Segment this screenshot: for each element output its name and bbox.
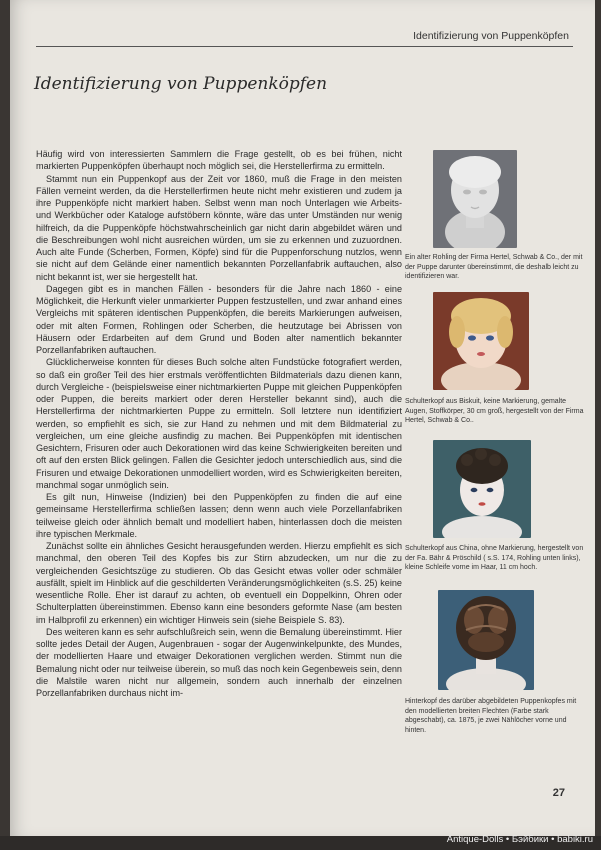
figure-caption: Hinterkopf des darüber abgebildeten Puppenkopfes mit den modellierten breiten Flechten (Farbe stark abgeschabt), ca. 1875, je zwei Nählöcher vorne und hinten.	[405, 698, 577, 734]
figure-caption: Ein alter Rohling der Firma Hertel, Schwab & Co., der mit der Puppe darunter übereinstimmt, die deshalb leicht zu identifizieren war.	[405, 254, 583, 281]
figure-caption: Schulterkopf aus Biskuit, keine Markierung, gemalte Augen, Stoffkörper, 30 cm groß, hergestellt von der Firma Hertel, Schwab & Co..	[405, 398, 584, 425]
photo-bisque-doll-blonde	[433, 292, 529, 390]
page-number: 27	[552, 787, 565, 799]
running-header: Identifizierung von Puppenköpfen	[413, 30, 569, 42]
photo-china-head-back	[438, 590, 534, 690]
chapter-title: Identifizierung von Puppenköpfen	[34, 74, 328, 94]
paragraph: Des weiteren kann es sehr aufschlußreich sein, wenn die Bemalung übereinstimmt. Hier sollte jedes Detail der Augen, Augenbrauen - sogar der Augenwinkelpunkte, des Mundes, der modellierten Haare und etwaiger Dekorationen verglichen werden. Stimmt nun die Bemalung nicht oder nur teilweise überein, so muß das noch kein Gegenbeweis sein, denn die Malstile waren nicht nur allgemein, sondern auch innerhalb der einzelnen Porzellanfabriken durchaus nicht im-	[36, 626, 402, 698]
photo-china-head-front	[433, 440, 531, 538]
book-page	[10, 0, 595, 838]
paragraph: Es gilt nun, Hinweise (Indizien) bei den Puppenköpfen zu finden die auf eine gemeinsame Herstellerfirma schließen lassen; denn wenn auch viele Porzellanfabriken teilweise gleich oder ähnlich bemalt und modelliert haben, hinterlassen doch die meisten ihre typischen Merkmale.	[36, 492, 402, 539]
paragraph: Glücklicherweise konnten für dieses Buch solche alten Fundstücke fotografiert werden, so daß ein großer Teil des hier erstmals veröffentlichten Bildmaterials dazu dienen kann, durch Vergleiche - (beispielsweise einer nichtmarkierten Puppe mit gleichen Puppenköpfen oder Puppen, die bereits markiert oder deren Hersteller bekannt sind), auch die Herstellerfirma der nichtmarkierten Puppe zu ermitteln. Soll letztere nun identifiziert werden, so empfiehlt es sich, sie zur Hand zu nehmen und mit dem Bildmaterial zu vergleichen, um eine gleiche ausfindig zu machen. Bei Puppenköpfen mit identischen Gesichtern, Frisuren oder auch Dekorationen wird das keine Schwierigkeiten bereiten und oft auf den ersten Blick gelingen. Fallen die Gesichter jedoch unterschiedlich aus, sind die Frisuren und etwaige Dekorationen unmodelliert worden, wird es Schwierigkeiten bereiten, manchmal sogar unmöglich sein.	[36, 357, 402, 490]
photo-bisque-blank	[433, 150, 517, 248]
paragraph: Dagegen gibt es in manchen Fällen - besonders für die Jahre nach 1860 - eine Möglichkeit, die Herkunft vieler unmarkierter Puppen festzustellen, und zwar anhand eines Vergleichs mit späteren identischen Puppenköpfen, die bereits Markierungen aufweisen, oder mit alten Formen, Rohlingen oder Scherben, die heutzutage bei Abrissen von Häusern oder Erdarbeiten auf dem Grund und Boden alter namentlich bekannter Porzellanfabriken auftauchen.	[36, 283, 402, 355]
watermark-text: Antique-Dolls • Бэйбики • babiki.ru	[446, 834, 593, 845]
body-text	[36, 148, 402, 699]
paragraph: Stammt nun ein Puppenkopf aus der Zeit vor 1860, muß die Frage in den meisten Fällen verneint werden, da die Herstellerfirmen heute nicht mehr existieren und zudem ja ihre Puppenköpfe nicht markiert haben. Selbst wenn man noch Unterlagen wie Arbeits- und Werkbücher oder Kataloge aufstöbern könnte, wäre das unter Umständen nur wenig hilfreich, da die Puppenköpfe höchstwahrscheinlich gar nicht darin abgebildet wären und die Beschreibungen wohl nicht ausreichen würden, um sie zu erkennen und zuzuordnen. Auch alte Funde (Scherben, Formen, Köpfe) sind für die Puppenforschung nutzlos, wenn sie nicht auf dem Gelände einer namentlich bekannten Porzellanfabrik auftauchen, also nicht bekannt ist, wer sie hergestellt hat.	[36, 173, 402, 282]
header-rule	[36, 46, 573, 47]
figure-caption: Schulterkopf aus China, ohne Markierung, hergestellt von der Fa. Bähr & Pröschild ( s.S. 174, Rohling unten links), kleine Schleife vorne im Haar, 11 cm hoch.	[405, 545, 584, 572]
paragraph: Häufig wird von interessierten Sammlern die Frage gestellt, ob es bei frühen, nicht markierten Puppenköpfen überhaupt noch möglich sei, die Herstellerfirma zu ermitteln.	[36, 149, 402, 172]
paragraph: Zunächst sollte ein ähnliches Gesicht herausgefunden werden. Hierzu empfiehlt es sich manchmal, den oberen Teil des Kopfes bis zur Stirn abzudecken, um nur die zu vergleichenden Gesichtszüge zu studieren. Ob das Gesicht etwas voller oder schmäler ausfällt, spielt im Hinblick auf die geschilderten Veränderungsmöglichkeiten (s.S. 25) keine wesentliche Rolle. Eher ist darauf zu achten, ob eventuell ein Doppelkinn, Ohren oder Schulterplatten übereinstimmen. Ebenso kann eine besonders geformte Nase (am besten im Halbprofil zu erkennen) ein wichtiger Hinweis sein (siehe Beispiele S. 83).	[36, 541, 402, 625]
